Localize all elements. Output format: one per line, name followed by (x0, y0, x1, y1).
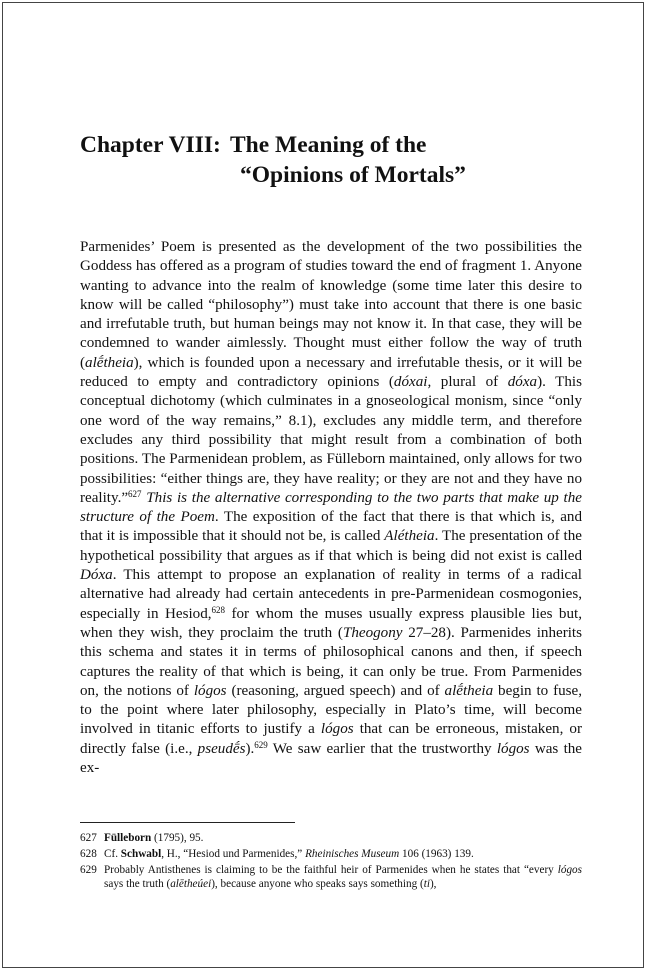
term-aletheia-section: Alétheia (384, 528, 435, 545)
footnote-628: 628 Cf. Schwabl, H., “Hesiod und Parmenides,” Rheinisches Museum 106 (1963) 139. (80, 848, 474, 860)
term-logos: lógos (193, 682, 227, 699)
footnote-author: Schwabl (120, 848, 162, 860)
footnote-author: Fülleborn (104, 832, 152, 844)
term-logos-3: lógos (496, 740, 530, 757)
term-logos-2: lógos (320, 721, 354, 738)
chapter-title-line-1: The Meaning of the (230, 132, 427, 158)
term-aletheia: alḗtheia (85, 354, 134, 371)
term-doxa: dóxa (507, 374, 538, 391)
footnote-number: 629 (80, 864, 97, 876)
footnote-ref[interactable]: 628 (211, 604, 226, 615)
term-aletheia-2: alḗtheia (444, 682, 494, 699)
footnote-ref[interactable]: 627 (128, 488, 142, 499)
footnote-ref[interactable]: 629 (254, 739, 268, 750)
footnote-number: 627 (80, 832, 97, 844)
footnote-number: 628 (80, 848, 97, 860)
footnote-627: 627 Fülleborn (1795), 95. (80, 832, 204, 844)
chapter-label: Chapter VIII: (80, 132, 221, 158)
footnote-629: 629 Probably Antisthenes is claiming to be the faithful heir of Parmenides when he states that “every lógos says the truth (alētheúei), because anyone who speaks says something (ti), (80, 864, 582, 890)
footnote-journal: Rheinisches Museum (305, 848, 400, 860)
term-doxai: dóxai, (393, 374, 432, 391)
footnote-divider (80, 822, 295, 823)
term-doxa-section: Dóxa (80, 567, 113, 584)
title-theogony: Theogony (342, 624, 403, 641)
footnotes (80, 831, 582, 893)
chapter-title-line-2: “Opinions of Mortals” (240, 162, 466, 188)
emphasis-alternative: This is the alternative corresponding to the two parts that make up the structure of the Poem (80, 489, 582, 526)
body-paragraph: Parmenides’ Poem is presented as the development of the two possibilities the Goddess has offered as a program of studies toward the end of fragment 1. Anyone wanting to advance into the realm of knowledge (some time later this desire to know will be called “philosophy”) must take into account that there is one basic and irrefutable truth, but human beings may not know it. In that case, they will be condemned to wander aimlessly. Thought must either follow the way of truth (alḗtheia), which is founded upon a necessary and irrefutable thesis, or it will be reduced to empty and contradictory opinions (dóxai, plural of dóxa). This conceptual dichotomy (which culminates in a gnoseological monism, since “only one word of the way remains,” 8.1), excludes any middle term, and therefore excludes any third possibility that might result from a combination of both positions. The Parmenidean problem, as Fülleborn maintained, only allows for two possibilities: “either things are, they have reality; or they are not and they have no reality.”$^{627}$ This is the alternative corresponding to the two parts that make up the structure of the Poem. The exposition of the fact that there is that which is, and that it is impossible that it should not be, is called Alétheia. The presentation of the hypothetical possibility that argues as if that which is being did not exist is called Dóxa. This attempt to propose an explanation of reality in terms of a radical alternative had already had certain antecedents in pre-Parmenidean cosmogonies, especially in Hesiod,$^{628}$ for whom the muses usually express plausible lies but, when they wish, they proclaim the truth (Theogony 27–28). Parmenides inherits this schema and states it in terms of philosophical canons and then, if speech captures the reality of that which is being, it can only be true. From Parmenides on, the notions of lógos (reasoning, argued speech) and of alḗtheia begin to fuse, to the point where later philosophy, especially in Plato’s time, will become involved in titanic efforts to justify a lógos that can be erroneous, mistaken, or directly false (i.e., pseudḗs).$^{629}$ We saw earlier that the trustworthy lógos was the ex- (80, 239, 583, 777)
term-pseudes: pseudḗs (197, 740, 246, 757)
